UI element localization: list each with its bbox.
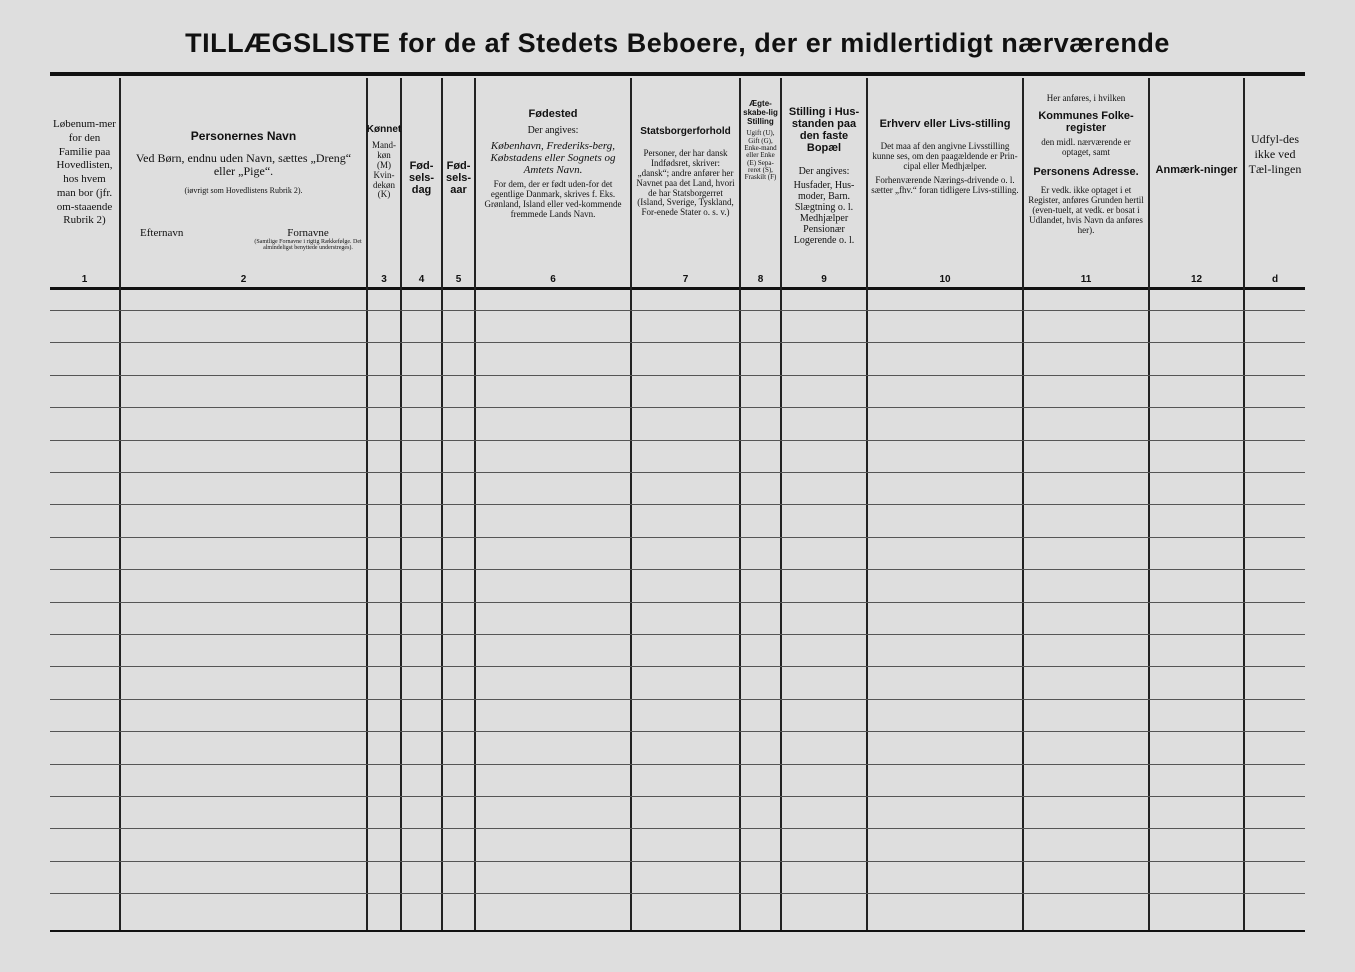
col-6-sub: Der angives: <box>527 125 579 137</box>
col-2-line1: Ved Børn, endnu uden Navn, sættes „Dreng“ eller „Pige“. <box>135 151 352 179</box>
col-number: 10 <box>939 274 951 285</box>
top-rule <box>50 72 1305 76</box>
col-number: 11 <box>1080 274 1092 285</box>
col-8-body: Ugift (U), Gift (G), Enke-mand eller Enke (E) Sepa-reret (S), Fraskilt (F) <box>744 129 777 182</box>
table-row-line <box>50 310 1305 311</box>
table-row-line <box>50 666 1305 667</box>
table-row-line <box>50 731 1305 732</box>
col-10-body2: Forhenværende Nærings-drivende o. l. sætter „fhv.“ foran tidligere Livs-stilling. <box>871 174 1019 195</box>
header-col-4 <box>402 160 441 352</box>
col-2-firstnames-note: (Samtlige Fornavne i rigtig Rækkefølge. Det almindeligst benyttede understreges). <box>254 239 362 252</box>
table-row-line <box>50 407 1305 408</box>
col-8-heading: Ægte-skabe-lig Stilling <box>743 99 778 126</box>
col-10-heading: Erhverv eller Livs-stilling <box>879 118 1011 130</box>
col-9-sub: Der angives: <box>798 166 850 178</box>
table-row-line <box>50 699 1305 700</box>
table-row-line <box>50 861 1305 862</box>
col-6-body1: København, Frederiks-berg, Købstadens eller Sognets og Amtets Navn. <box>490 140 616 177</box>
col-11-heading2: Personens Adresse. <box>1033 165 1139 178</box>
bottom-rule <box>50 930 1305 932</box>
header-col-9 <box>782 106 866 298</box>
table-row-line <box>50 796 1305 797</box>
header-col-13 <box>1245 132 1305 324</box>
table-row-line <box>50 537 1305 538</box>
form-title: TILLÆGSLISTE for de af Stedets Beboere, der er midlertidigt nærværende <box>185 28 1170 58</box>
header-col-11 <box>1024 94 1148 286</box>
col-number: 7 <box>682 274 689 285</box>
col-2-firstnames-label: Fornavne <box>287 226 329 239</box>
col-11-heading: Kommunes Folke-register <box>1038 109 1134 134</box>
header-col-2 <box>121 130 366 322</box>
col-9-body: Husfader, Hus-moder, Barn. Slægtning o. l. Medhjælper Pensionær Logerende o. l. <box>793 180 855 247</box>
table-row-line <box>50 893 1305 894</box>
col-1-label: Løbenum-mer for den Familie paa Hovedlisten, hos hvem man bor (jfr. om-staaende Rubrik 2) <box>53 118 116 227</box>
col-number: 1 <box>81 274 88 285</box>
col-number: 2 <box>240 274 247 285</box>
header-col-6 <box>476 108 630 300</box>
table-row-line <box>50 764 1305 765</box>
col-6-body2: For dem, der er født uden-for det egentlige Danmark, skrives f. Eks. Grønland, Island eller ved-kommende fremmede Lands Navn. <box>484 179 622 220</box>
table-row-line <box>50 828 1305 829</box>
col-number: 8 <box>757 274 764 285</box>
col-6-heading: Fødested <box>528 108 578 120</box>
col-number: d <box>1271 274 1279 285</box>
table-row-line <box>50 342 1305 343</box>
table-row-line <box>50 504 1305 505</box>
col-2-note: (iøvrigt som Hovedlistens Rubrik 2). <box>184 185 303 195</box>
col-13-body: Udfyl-des ikke ved Tæl-lingen <box>1248 132 1302 176</box>
header-col-5 <box>443 160 474 352</box>
col-5-heading: Fød-sels-aar <box>445 160 472 197</box>
table-row-line <box>50 375 1305 376</box>
table-row-line <box>50 440 1305 441</box>
col-2-surname-label: Efternavn <box>140 226 184 239</box>
col-number: 9 <box>821 274 827 285</box>
header-col-7 <box>632 126 739 318</box>
col-9-heading: Stilling i Hus-standen paa den faste Bopæl <box>788 106 860 155</box>
header-col-3 <box>368 124 400 316</box>
col-11-body: Er vedk. ikke optaget i et Register, anføres Grunden hertil (even-tuelt, at vedk. er bosat i Udlandet, hvis Navn da anføres her). <box>1028 184 1144 235</box>
col-number: 12 <box>1190 274 1203 285</box>
table-row-line <box>50 634 1305 635</box>
col-2-heading: Personernes Navn <box>190 129 297 143</box>
col-11-mid: den midl. nærværende er optaget, samt <box>1041 137 1131 157</box>
col-4-heading: Fød-sels-dag <box>408 160 435 197</box>
col-3-body: Mand-køn (M) Kvin-dekøn (K) <box>372 140 396 200</box>
col-number: 6 <box>550 274 556 285</box>
header-col-12 <box>1150 164 1243 356</box>
table-row-line <box>50 569 1305 570</box>
col-7-body: Personer, der har dansk Indfødsret, skriver: „dansk“; andre anfører her Navnet paa det Land, hvori de har Statsborgerret (Island, Sverige, Tyskland, For-enede Stater o. s. v.) <box>636 148 735 218</box>
col-7-heading: Statsborgerforhold <box>640 126 731 137</box>
header-col-8 <box>741 100 780 292</box>
col-number: 3 <box>381 274 387 285</box>
table-row-line <box>50 602 1305 603</box>
col-12-heading: Anmærk-ninger <box>1155 164 1238 176</box>
table-row-line <box>50 472 1305 473</box>
col-number: 4 <box>418 274 425 285</box>
col-10-body1: Det maa af den angivne Livsstilling kunne ses, om den paagældende er Prin-cipal eller Medhjælper. <box>872 141 1018 171</box>
col-number: 5 <box>455 274 462 285</box>
col-3-heading: Kønnet <box>366 124 402 135</box>
col-11-intro: Her anføres, i hvilken <box>1046 93 1126 103</box>
